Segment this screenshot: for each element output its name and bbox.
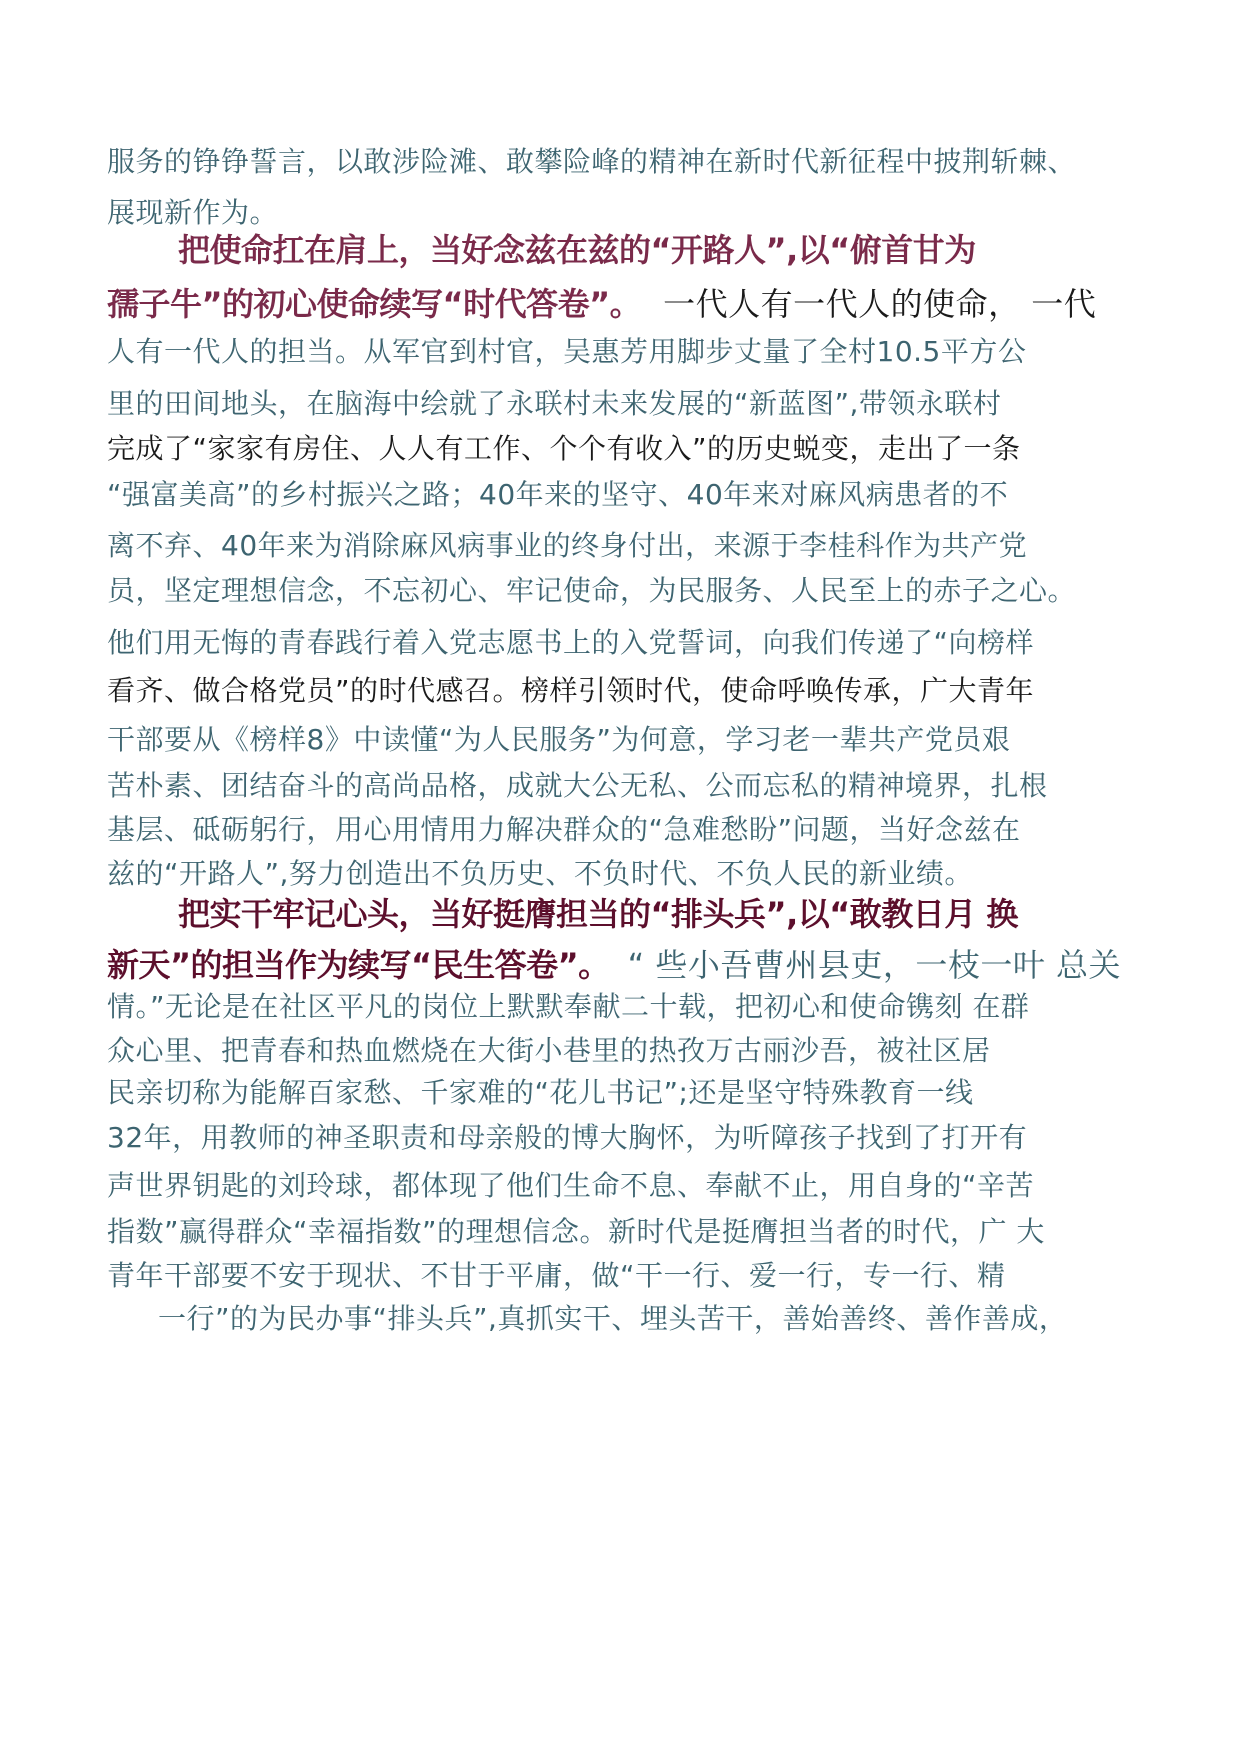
heading-text: 孺子牛”的初心使命续写“时代答卷”。: [107, 285, 642, 323]
body-line: 他们用无悔的青春践行着入党志愿书上的入党誓词，向我们传递了“向榜样: [107, 626, 1035, 659]
body-line: 兹的“开路人”,努力创造出不负历史、不负时代、不负人民的新业绩。: [107, 857, 973, 890]
body-line: “强富美高”的乡村振兴之路；40年来的坚守、40年来对麻风病患者的不: [107, 478, 1009, 511]
body-line: 苦朴素、团结奋斗的高尚品格，成就大公无私、公而忘私的精神境界，扎根: [107, 769, 1048, 802]
body-line: 一行”的为民办事“排头兵”,真抓实干、埋头苦干，善始善终、善作善成，: [158, 1302, 1068, 1335]
body-line: 里的田间地头，在脑海中绘就了永联村未来发展的“新蓝图”,带领永联村: [107, 387, 1002, 420]
body-line: 离不弃、40年来为消除麻风病事业的终身付出，来源于李桂科作为共产党: [107, 529, 1028, 562]
body-line: 展现新作为。: [107, 196, 279, 229]
section-heading: 把使命扛在肩上，当好念兹在兹的“开路人”,以“俯首甘为: [178, 231, 976, 269]
body-line: 声世界钥匙的刘玲球，都体现了他们生命不息、奉献不止，用自身的“辛苦: [107, 1169, 1035, 1202]
heading-text: 新天”的担当作为续写“民生答卷”。: [107, 946, 610, 984]
section-heading: 把实干牢记心头，当好挺膺担当的“排头兵”,以“敢教日月 换: [178, 895, 1018, 933]
section-heading-continued: [107, 945, 1121, 985]
body-line: 干部要从《榜样8》中读懂“为人民服务”为何意，学习老一辈共产党员艰: [107, 723, 1011, 756]
body-line: 看齐、做合格党员”的时代感召。榜样引领时代，使命呼唤传承，广大青年: [107, 674, 1035, 707]
body-line: 32年，用教师的神圣职责和母亲般的博大胸怀，为听障孩子找到了打开有: [107, 1121, 1028, 1154]
body-text: 一代人有一代人的使命， 一代: [663, 285, 1097, 323]
body-line: 民亲切称为能解百家愁、千家难的“花儿书记”;还是坚守特殊教育一线: [107, 1076, 974, 1109]
body-line: 青年干部要不安于现状、不甘于平庸，做“干一行、爱一行，专一行、精: [107, 1259, 1006, 1292]
body-line: 基层、砥砺躬行，用心用情用力解决群众的“急难愁盼”问题，当好念兹在: [107, 813, 1021, 846]
body-line: 员，坚定理想信念，不忘初心、牢记使命，为民服务、人民至上的赤子之心。: [107, 574, 1077, 607]
body-line: 人有一代人的担当。从军官到村官，吴惠芳用脚步丈量了全村10.5平方公: [107, 335, 1027, 368]
body-line: 众心里、把青春和热血燃烧在大街小巷里的热孜万古丽沙吾，被社区居: [107, 1034, 991, 1067]
section-heading-continued: [107, 284, 1096, 324]
body-line: 指数”赢得群众“幸福指数”的理想信念。新时代是挺膺担当者的时代，广 大: [107, 1215, 1045, 1248]
body-line: 情。”无论是在社区平凡的岗位上默默奉献二十载，把初心和使命镌刻 在群: [107, 990, 1030, 1023]
body-text: “ 些小吾曹州县吏，一枝一叶 总关: [627, 946, 1122, 984]
body-line: 服务的铮铮誓言，以敢涉险滩、敢攀险峰的精神在新时代新征程中披荆斩棘、: [107, 145, 1077, 178]
body-line: 完成了“家家有房住、人人有工作、个个有收入”的历史蜕变，走出了一条: [107, 432, 1021, 465]
